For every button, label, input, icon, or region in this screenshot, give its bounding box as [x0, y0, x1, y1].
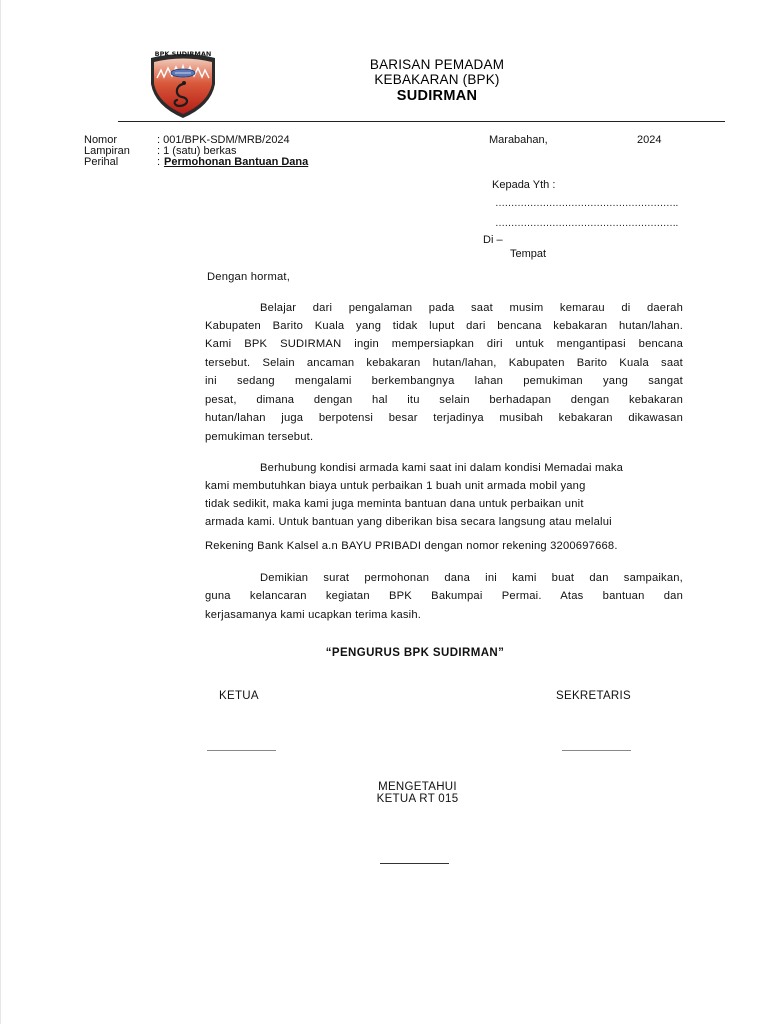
perihal-colon: : — [157, 156, 161, 168]
header-rule — [118, 121, 725, 122]
nomor-label: Nomor — [84, 134, 118, 146]
org-name-line2: KEBAKARAN (BPK) — [374, 72, 500, 87]
closing-heading: “PENGURUS BPK SUDIRMAN” — [325, 647, 505, 659]
letter-year: 2024 — [637, 134, 662, 146]
recipient-dots-2: …………………………………………………. — [495, 218, 678, 229]
page-edge — [0, 0, 1, 1024]
nomor-value: : 001/BPK-SDM/MRB/2024 — [157, 134, 290, 146]
lampiran-label: Lampiran — [84, 145, 130, 157]
paragraph-line: tersebut. Selain ancaman kebakaran hutan/lahan, Kabupaten Barito Kuala saat — [205, 357, 683, 369]
mengetahui-label: MENGETAHUI — [378, 781, 457, 793]
perihal-label: Perihal — [84, 156, 119, 168]
org-name-line3: SUDIRMAN — [396, 88, 478, 104]
recipient-dots-1: …………………………………………………. — [495, 198, 678, 209]
paragraph-line: Belajar dari pengalaman pada saat musim kemarau di daerah — [260, 302, 683, 314]
paragraph-line: Berhubung kondisi armada kami saat ini dalam kondisi Memadai maka — [260, 462, 624, 474]
ketua-rt-label: KETUA RT 015 — [376, 793, 459, 805]
paragraph-line: kerjasamanya kami ucapkan terima kasih. — [205, 609, 422, 621]
recipient-di: Di – — [483, 234, 503, 246]
paragraph-line: armada kami. Untuk bantuan yang diberikan bisa secara langsung atau melalui — [205, 516, 612, 528]
paragraph-line: Kabupaten Barito Kuala yang tidak luput dari bencana kebakaran hutan/lahan. — [205, 320, 683, 332]
ketua-signature-line — [207, 750, 276, 751]
logo-text: BPK SUDIRMAN — [154, 50, 212, 58]
paragraph-line: pesat, dimana dengan hal itu selain berhadapan dengan kebakaran — [205, 394, 683, 406]
recipient-tempat: Tempat — [510, 248, 547, 260]
paragraph-line: Kami BPK SUDIRMAN ingin mempersiapkan diri untuk mengantipasi bencana — [205, 338, 683, 350]
recipient-kepada: Kepada Yth : — [492, 179, 556, 191]
lampiran-value: : 1 (satu) berkas — [157, 145, 237, 157]
paragraph-line: kami membutuhkan biaya untuk perbaikan 1 buah unit armada mobil yang — [205, 480, 586, 492]
letter-place: Marabahan, — [489, 134, 548, 146]
org-name-line1: BARISAN PEMADAM — [369, 57, 505, 72]
sekretaris-label: SEKRETARIS — [556, 690, 631, 702]
paragraph-line: Demikian surat permohonan dana ini kami buat dan sampaikan, — [260, 572, 683, 584]
ketua-label: KETUA — [219, 690, 259, 702]
perihal-value: Permohonan Bantuan Dana — [164, 156, 309, 168]
paragraph-line: guna kelancaran kegiatan BPK Bakumpai Permai. Atas bantuan dan — [205, 590, 683, 602]
bpk-logo — [145, 48, 221, 120]
paragraph-line: hutan/lahan juga berpotensi besar terjadinya musibah kebakaran dikawasan — [205, 412, 683, 424]
greeting: Dengan hormat, — [207, 271, 291, 283]
ketua-rt-signature-line — [380, 863, 449, 864]
paragraph-line: pemukiman tersebut. — [205, 431, 314, 443]
sekretaris-signature-line — [562, 750, 631, 751]
paragraph-line: tidak sedikit, maka kami juga meminta bantuan dana untuk perbaikan unit — [205, 498, 584, 510]
paragraph-line: ini sedang mengalami berkembangnya lahan pemukiman yang sangat — [205, 375, 683, 387]
paragraph-line: Rekening Bank Kalsel a.n BAYU PRIBADI dengan nomor rekening 3200697668. — [205, 540, 618, 552]
